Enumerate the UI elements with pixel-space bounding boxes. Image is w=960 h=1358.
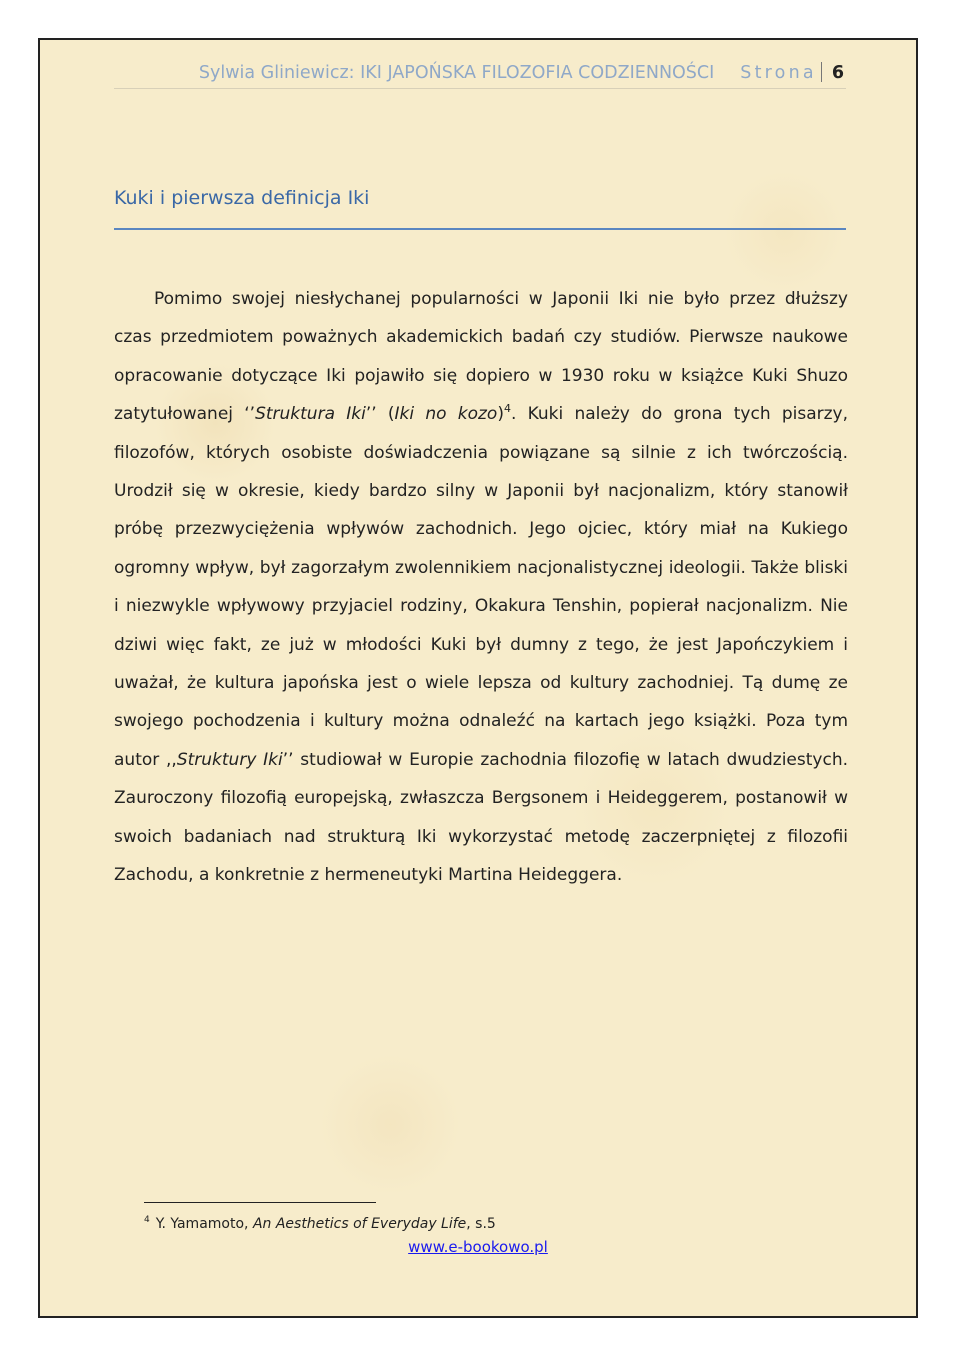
page-number: 6 [831, 63, 844, 83]
text-run: . Kuki należy do grona tych pisarzy, filozofów, których osobiste doświadczenia powiązane są silnie z ich twórczością. Urodził się w okresie, kiedy bardzo silny w Japonii był nacjonalizm, który stanowił próbę przezwyciężenia wpływów zachodnich. Jego ojciec, który miał na Kukiego ogromny wpływ, był zagorzałym zwolennikiem nacjonalistycznej ideologii. Także bliski i niezwykle wpływowy przyjaciel rodziny, Okakura Tenshin, popierał nacjonalizm. Nie dziwi więc fakt, ze już w młodości Kuki był dumny z tego, że jest Japończykiem i uważał, że kultura japońska jest o wiele lepsza od kultury zachodniej. Tą dumę ze swojego pochodzenia i kultury można odnaleźć na kartach jego książki. Poza tym autor ,, [114, 404, 848, 770]
header-rule [114, 88, 846, 89]
footnote-number: 4 [144, 1215, 150, 1225]
text-run: ) [497, 404, 504, 425]
page-header [40, 62, 844, 83]
document-page [38, 38, 918, 1318]
footnote-reference[interactable]: 4 [503, 402, 511, 416]
page-label: Strona [740, 63, 817, 83]
page-footer [40, 1238, 916, 1256]
italic-title: Struktury Iki [176, 749, 283, 770]
footnote-book-title: An Aesthetics of Everyday Life [252, 1216, 467, 1232]
text-run: Pomimo swojej niesłychanej popularności w Japonii Iki nie było przez dłuższy czas przedmiotem poważnych akademickich badań czy studiów. Pierwsze naukowe opracowanie dotyczące Iki pojawiło się dopiero w 1930 roku w książce Kuki Shuzo zatytułowanej ‘’ [114, 289, 848, 425]
footnote [144, 1216, 496, 1232]
body-text [114, 280, 848, 895]
section-title: Kuki i pierwsza definicja Iki [114, 187, 370, 209]
italic-title: Iki no kozo [394, 404, 498, 425]
footnote-page: , s.5 [466, 1216, 496, 1232]
header-divider [821, 62, 822, 82]
footnote-author: Y. Yamamoto, [155, 1216, 253, 1232]
text-run: ’’ ( [365, 404, 395, 425]
paragraph [114, 280, 848, 895]
text-run: ’’ studiował w Europie zachodnia filozofię w latach dwudziestych. Zauroczony filozofią europejską, zwłaszcza Bergsonem i Heideggerem, postanowił w swoich badaniach nad strukturą Iki wykorzystać metodę zaczerpniętej z filozofii Zachodu, a konkretnie z hermeneutyki Martina Heideggera. [114, 749, 848, 886]
footnote-separator [144, 1202, 376, 1203]
website-link[interactable]: www.e-bookowo.pl [408, 1238, 548, 1256]
header-title: Sylwia Gliniewicz: IKI JAPOŃSKA FILOZOFIA CODZIENNOŚCI [198, 63, 715, 83]
title-rule [114, 228, 846, 230]
italic-title: Struktura Iki [255, 404, 366, 425]
